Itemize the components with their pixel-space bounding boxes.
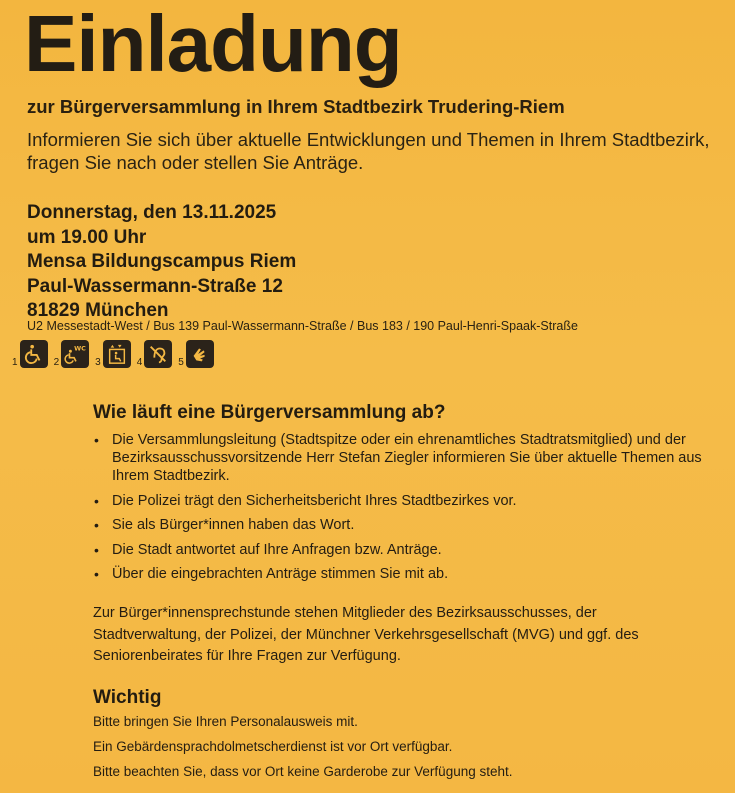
accessibility-item — [178, 340, 214, 368]
procedure-heading: Wie läuft eine Bürgerversammlung ab? — [93, 402, 446, 423]
important-line: Bitte bringen Sie Ihren Personalausweis mit. — [93, 714, 358, 729]
accessibility-number: 4 — [136, 357, 143, 368]
wheelchair-icon — [20, 340, 48, 368]
accessibility-number: 1 — [12, 357, 18, 368]
accessibility-item — [137, 340, 173, 368]
procedure-section — [93, 402, 718, 590]
list-item: • Die Stadt antwortet auf Ihre Anfragen bzw. Anträge. — [93, 541, 718, 559]
accessible-elevator-icon — [103, 340, 131, 368]
accessibility-number: 5 — [178, 357, 184, 368]
svg-text:WC: WC — [74, 344, 86, 353]
event-time: um 19.00 Uhr — [27, 226, 147, 248]
accessibility-number: 3 — [95, 357, 101, 368]
hearing-loop-icon — [144, 340, 172, 368]
accessibility-item — [95, 340, 131, 368]
intro-text: Informieren Sie sich über aktuelle Entwicklungen und Themen in Ihrem Stadtbezirk, fragen Sie nach oder stellen Sie Anträge. — [27, 129, 710, 173]
list-item: • Die Polizei trägt den Sicherheitsbericht Ihres Stadtbezirkes vor. — [93, 492, 718, 510]
event-details — [27, 201, 296, 324]
accessibility-item — [54, 340, 90, 368]
list-item: • Über die eingebrachten Anträge stimmen Sie mit ab. — [93, 565, 718, 583]
transit-info: U2 Messestadt-West / Bus 139 Paul-Wassermann-Straße / Bus 183 / 190 Paul-Henri-Spaak-Straße — [27, 319, 578, 333]
subtitle: zur Bürgerversammlung in Ihrem Stadtbezirk Trudering-Riem — [27, 96, 565, 117]
important-line: Bitte beachten Sie, dass vor Ort keine Garderobe zur Verfügung steht. — [93, 764, 513, 779]
important-section — [93, 687, 713, 784]
list-item: • Sie als Bürger*innen haben das Wort. — [93, 516, 718, 534]
list-item: • Die Versammlungsleitung (Stadtspitze oder ein ehrenamtliches Stadtratsmitglied) und der Bezirksausschussvorsitzende Herr Stefan Ziegler informieren Sie über aktuelle Themen aus Ihrem Stadtbezirk. — [93, 431, 718, 485]
consultation-text: Zur Bürger*innensprechstunde stehen Mitglieder des Bezirksausschusses, der Stadtverwaltung, der Polizei, der Münchner Verkehrsgesellschaft (MVG) und ggf. des Seniorenbeirates für Ihre Fragen zur Verfügung. — [93, 605, 639, 664]
accessibility-number: 2 — [53, 357, 60, 368]
event-date: Donnerstag, den 13.11.2025 — [27, 202, 277, 223]
event-venue: Mensa Bildungscampus Riem — [27, 251, 297, 273]
event-street: Paul-Wassermann-Straße 12 — [27, 275, 283, 297]
event-city: 81829 München — [27, 300, 169, 322]
sign-language-icon — [186, 340, 214, 368]
procedure-list — [93, 431, 718, 583]
accessibility-item — [12, 340, 48, 368]
accessibility-icons — [12, 340, 220, 368]
accessible-wc-icon — [61, 340, 89, 368]
page-title: Einladung — [24, 0, 402, 88]
important-heading: Wichtig — [93, 687, 162, 708]
important-line: Ein Gebärdensprachdolmetscherdienst ist vor Ort verfügbar. — [93, 739, 453, 754]
